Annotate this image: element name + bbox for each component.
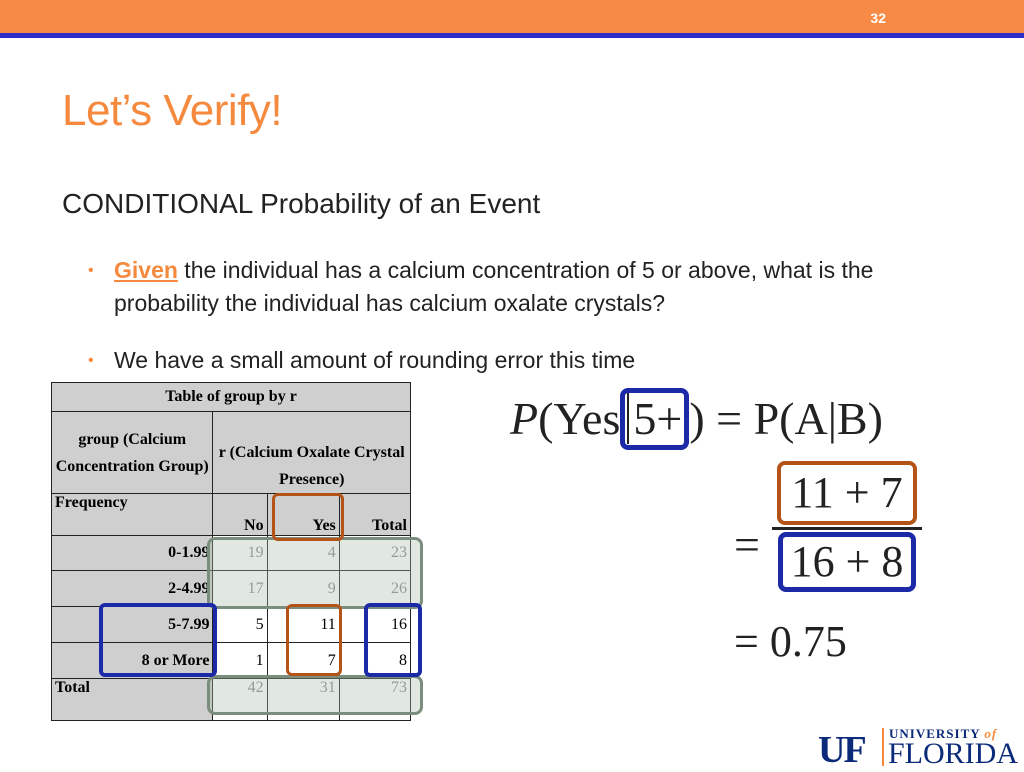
formula-result: = 0.75 — [734, 617, 847, 666]
formula-yes: Yes — [553, 393, 621, 444]
column-header: r (Calcium Oxalate Crystal Presence) — [213, 412, 411, 494]
table-cell: 8 — [339, 643, 410, 679]
frequency-label: Frequency — [52, 494, 213, 536]
logo-university-word: UNIVERSITY — [889, 726, 981, 741]
highlight-yes-values — [286, 604, 342, 676]
given-keyword: Given — [114, 257, 178, 283]
slide-title: Let’s Verify! — [62, 86, 283, 135]
row-label: 2-4.99 — [52, 571, 213, 607]
total-cell: 31 — [267, 679, 339, 721]
column-total: Total — [339, 494, 410, 536]
highlight-totals-row — [207, 675, 423, 715]
row-label: 5-7.99 — [52, 607, 213, 643]
slide-number: 32 — [870, 10, 886, 26]
formula-condition: 5+ — [627, 393, 682, 444]
highlight-5plus-labels — [99, 603, 217, 677]
table-cell: 26 — [339, 571, 410, 607]
logo-divider — [882, 728, 884, 766]
row-label: 0-1.99 — [52, 536, 213, 571]
bullet-item-rounding — [88, 344, 948, 377]
table-cell: 17 — [213, 571, 267, 607]
slide-subtitle: CONDITIONAL Probability of an Event — [62, 188, 541, 219]
total-label: Total — [52, 679, 213, 721]
table-cell: 5 — [213, 607, 267, 643]
total-cell: 73 — [339, 679, 410, 721]
logo-florida-text: FLORIDA — [888, 737, 1019, 770]
column-no: No — [213, 494, 267, 536]
row-header: group (Calcium Concentration Group) — [52, 412, 213, 494]
top-bar-line — [0, 33, 1024, 38]
fraction — [772, 461, 922, 592]
highlight-rows-below-5 — [207, 537, 423, 609]
fraction-numerator: 11 + 7 — [777, 461, 916, 525]
table-cell: 4 — [267, 536, 339, 571]
table-cell: 23 — [339, 536, 410, 571]
table-cell: 11 — [267, 607, 339, 643]
conditional-probability-formula: P(Yes 5+ ) = P(A|B) — [510, 388, 883, 450]
fraction-bar — [772, 527, 922, 530]
table-cell: 16 — [339, 607, 410, 643]
bullet-dot-icon: • — [88, 262, 94, 279]
table-cell: 1 — [213, 643, 267, 679]
highlight-5plus-totals — [364, 603, 422, 677]
formula-p: P — [510, 393, 539, 444]
table-cell: 19 — [213, 536, 267, 571]
bullet-text: We have a small amount of rounding error this time — [114, 347, 636, 373]
formula-rhs: = P(A|B) — [716, 393, 883, 444]
bullet-text: the individual has a calcium concentration of 5 or above, what is the probability the individual has calcium oxalate crystals? — [114, 257, 874, 316]
column-yes: Yes — [267, 494, 339, 536]
fraction-denominator: 16 + 8 — [778, 532, 917, 592]
bullet-item-given — [88, 254, 948, 320]
uf-logo — [818, 724, 1024, 771]
table-cell: 9 — [267, 571, 339, 607]
total-cell: 42 — [213, 679, 267, 721]
logo-of-word: of — [984, 726, 998, 741]
row-label: 8 or More — [52, 643, 213, 679]
highlight-yes-header — [272, 493, 344, 541]
bullet-dot-icon: • — [88, 352, 94, 369]
equals-sign: = — [734, 519, 760, 570]
uf-logo-mark: UF — [818, 729, 865, 771]
table-title: Table of group by r — [52, 383, 411, 412]
table-cell: 7 — [267, 643, 339, 679]
